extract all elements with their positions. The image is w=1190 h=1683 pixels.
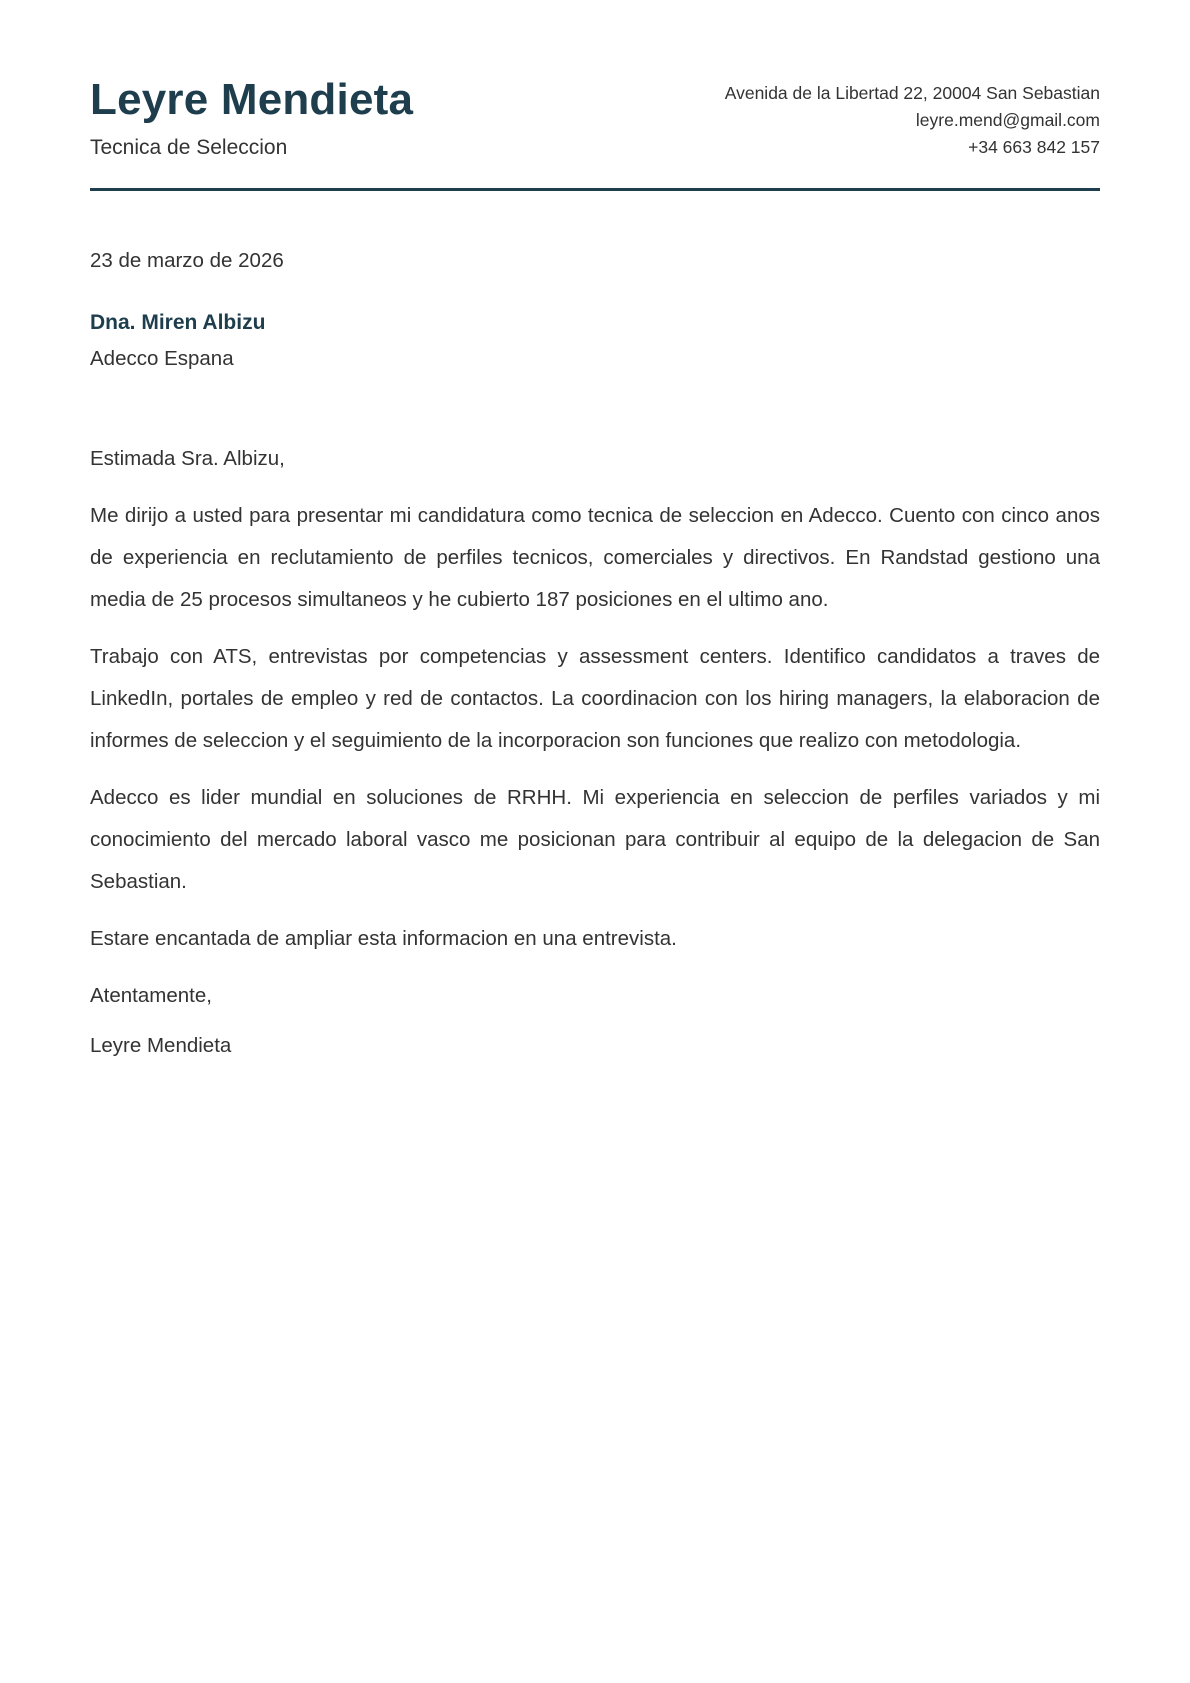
letter-date: 23 de marzo de 2026 xyxy=(90,249,284,272)
contact-address: Avenida de la Libertad 22, 20004 San Sebastian xyxy=(724,83,1100,103)
recipient-company: Adecco Espana xyxy=(90,347,234,370)
header-divider xyxy=(90,188,1100,191)
sender-name: Leyre Mendieta xyxy=(90,75,414,124)
salutation: Estimada Sra. Albizu, xyxy=(90,447,285,470)
signature-name: Leyre Mendieta xyxy=(90,1034,232,1057)
paragraph-3: Adecco es lider mundial en soluciones de RRHH. Mi experiencia en seleccion de perfiles variados y mi conocimiento del mercado laboral vasco me posicionan para contribuir al equipo de la delegacion de San Sebastian. xyxy=(90,786,1100,893)
paragraph-2: Trabajo con ATS, entrevistas por competencias y assessment centers. Identifico candidatos a traves de LinkedIn, portales de empleo y red de contactos. La coordinacion con los hiring managers, la elaboracion de informes de seleccion y el seguimiento de la incorporacion son funciones que realizo con metodologia. xyxy=(90,645,1100,752)
contact-info xyxy=(725,80,1100,161)
letter-header xyxy=(90,72,1100,161)
contact-phone: +34 663 842 157 xyxy=(968,137,1100,157)
sender-identity xyxy=(90,72,413,160)
closing: Atentamente, xyxy=(90,984,212,1007)
recipient-block xyxy=(90,308,1100,374)
recipient-name: Dna. Miren Albizu xyxy=(90,311,266,334)
sender-job-title: Tecnica de Seleccion xyxy=(90,136,288,159)
paragraph-4: Estare encantada de ampliar esta informacion en una entrevista. xyxy=(90,927,677,950)
contact-email: leyre.mend@gmail.com xyxy=(915,110,1100,130)
paragraph-1: Me dirijo a usted para presentar mi candidatura como tecnica de seleccion en Adecco. Cuento con cinco anos de experiencia en reclutamiento de perfiles tecnicos, comerciales y directivos. En Randstad gestiono una media de 25 procesos simultaneos y he cubierto 187 posiciones en el ultimo ano. xyxy=(90,504,1100,611)
letter-body xyxy=(90,240,1100,1067)
